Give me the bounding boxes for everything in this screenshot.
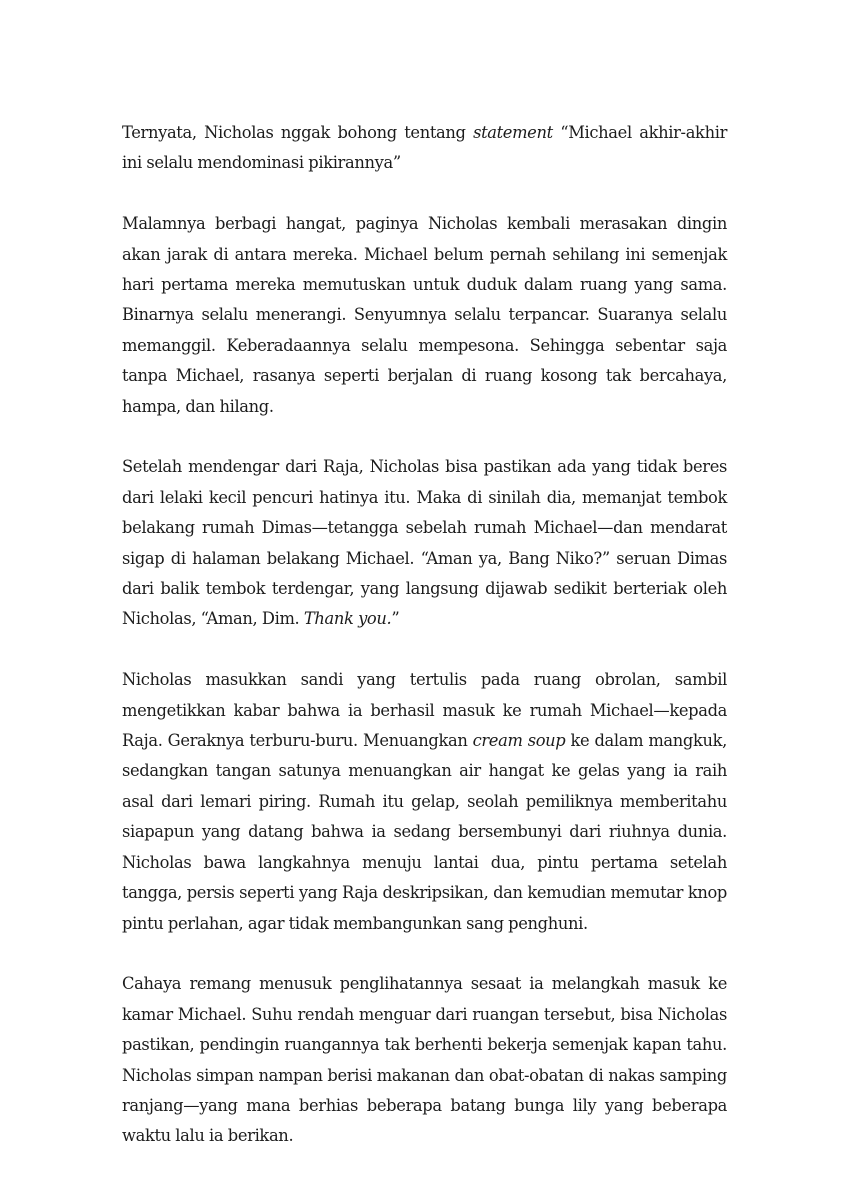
paragraph-2-text: Malamnya berbagi hangat, paginya Nicholas kembali merasakan dingin akan jarak di antara mereka. Michael belum pernah sehilang ini semenjak hari pertama mereka memutuskan untuk duduk dalam ruang yang sama. Binarnya selalu menerangi. Senyumnya selalu terpancar. Suaranya selalu memanggil. Keberadaannya selalu mempesona. Sehingga sebentar saja tanpa Michael, rasanya seperti berjalan di ruang kosong tak bercahaya, hampa, dan hilang. bbox=[122, 214, 727, 416]
paragraph-3-text-2: ” bbox=[391, 609, 400, 629]
paragraph-1 bbox=[122, 118, 727, 179]
document-page bbox=[122, 118, 727, 1182]
paragraph-3-italic-thank-you: Thank you. bbox=[303, 609, 392, 629]
paragraph-1-italic-statement: statement bbox=[473, 123, 553, 142]
paragraph-5 bbox=[122, 969, 727, 1151]
paragraph-1-text-2: “Michael akhir-akhir ini selalu mendominasi pikirannya” bbox=[122, 123, 727, 173]
paragraph-4-text-1: Nicholas masukkan sandi yang tertulis pada ruang obrolan, sambil mengetikkan kabar bahwa ia berhasil masuk ke rumah Michael—kepada Raja. Geraknya terburu-buru. Menuangkan bbox=[122, 670, 727, 751]
paragraph-1-text-1: Ternyata, Nicholas nggak bohong tentang bbox=[122, 123, 474, 142]
paragraph-5-text: Cahaya remang menusuk penglihatannya sesaat ia melangkah masuk ke kamar Michael. Suhu rendah menguar dari ruangan tersebut, bisa Nicholas pastikan, pendingin ruangannya tak berhenti bekerja semenjak kapan tahu. Nicholas simpan nampan berisi makanan dan obat-obatan di nakas samping ranjang—yang mana berhias beberapa batang bunga lily yang beberapa waktu lalu ia berikan. bbox=[122, 974, 727, 1146]
paragraph-2 bbox=[122, 209, 727, 422]
paragraph-3 bbox=[122, 452, 727, 634]
paragraph-4-italic-cream-soup: cream soup bbox=[472, 731, 566, 751]
paragraph-4 bbox=[122, 665, 727, 939]
paragraph-3-text-1: Setelah mendengar dari Raja, Nicholas bisa pastikan ada yang tidak beres dari lelaki kecil pencuri hatinya itu. Maka di sinilah dia, memanjat tembok belakang rumah Dimas—tetangga sebelah rumah Michael—dan mendarat sigap di halaman belakang Michael. “Aman ya, Bang Niko?” seruan Dimas dari balik tembok terdengar, yang langsung dijawab sedikit berteriak oleh Nicholas, “Aman, Dim. bbox=[122, 457, 727, 629]
paragraph-4-text-2: ke dalam mangkuk, sedangkan tangan satunya menuangkan air hangat ke gelas yang ia raih asal dari lemari piring. Rumah itu gelap, seolah pemiliknya memberitahu siapapun yang datang bahwa ia sedang bersembunyi dari riuhnya dunia. Nicholas bawa langkahnya menuju lantai dua, pintu pertama setelah tangga, persis seperti yang Raja deskripsikan, dan kemudian memutar knop pintu perlahan, agar tidak membangunkan sang penghuni. bbox=[122, 731, 727, 933]
